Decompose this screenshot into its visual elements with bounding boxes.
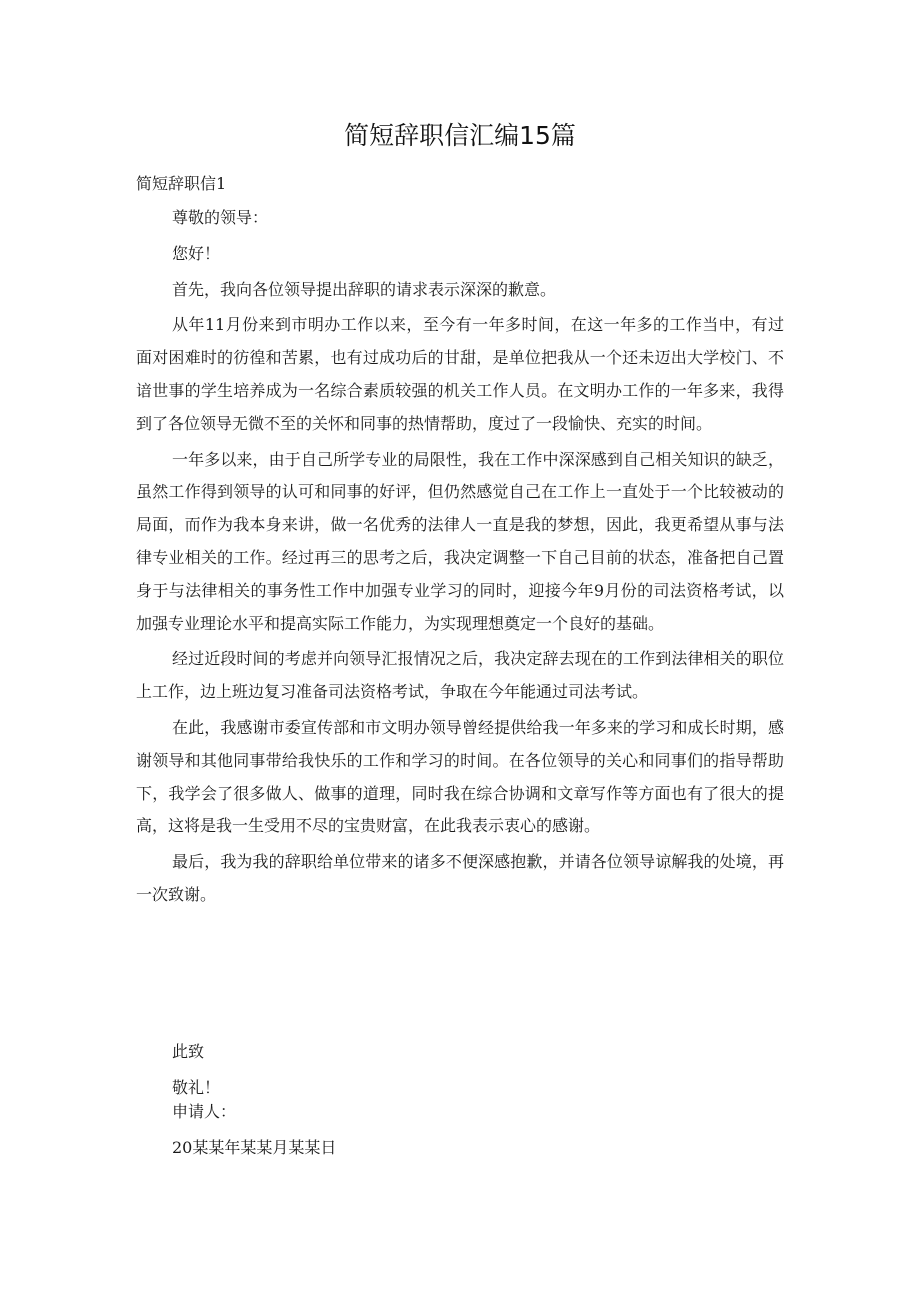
paragraph: 从年11月份来到市明办工作以来，至今有一年多时间，在这一年多的工作当中，有过面对困难时的彷徨和苦累，也有过成功后的甘甜，是单位把我从一个还未迈出大学校门、不谙世事的学生培养成为一名综合素质较强的机关工作人员。在文明办工作的一年多来，我得到了各位领导无微不至的关怀和同事的热情帮助，度过了一段愉快、充实的时间。 xyxy=(136,315,784,433)
paragraph: 一年多以来，由于自己所学专业的局限性，我在工作中深深感到自己相关知识的缺乏，虽然工作得到领导的认可和同事的好评，但仍然感觉自己在工作上一直处于一个比较被动的局面，而作为我本身来讲，做一名优秀的法律人一直是我的梦想，因此，我更希望从事与法律专业相关的工作。经过再三的思考之后，我决定调整一下自己目前的状态，准备把自己置身于与法律相关的事务性工作中加强专业学习的同时，迎接今年9月份的司法资格考试，以加强专业理论水平和提高实际工作能力，为实现理想奠定一个良好的基础。 xyxy=(136,449,784,633)
signature-label: 申请人： xyxy=(172,1102,237,1121)
paragraph: 在此，我感谢市委宣传部和市文明办领导曾经提供给我一年多来的学习和成长时期，感谢领导和其他同事带给我快乐的工作和学习的时间。在各位领导的关心和同事们的指导帮助下，我学会了很多做人、做事的道理，同时我在综合协调和文章写作等方面也有了很大的提高，这将是我一生受用不尽的宝贵财富，在此我表示衷心的感谢。 xyxy=(136,717,784,836)
letter-body xyxy=(136,202,784,912)
paragraph: 经过近段时间的考虑并向领导汇报情况之后，我决定辞去现在的工作到法律相关的职位上工作，边上班边复习准备司法资格考试，争取在今年能通过司法考试。 xyxy=(136,649,784,702)
letter-date: 20某某年某某月某某日 xyxy=(172,1138,337,1157)
closing-salute: 敬礼！ xyxy=(172,1078,221,1097)
letter-heading: 简短辞职信1 xyxy=(136,174,227,193)
closing-phrase: 此致 xyxy=(172,1042,205,1061)
paragraph: 首先，我向各位领导提出辞职的请求表示深深的歉意。 xyxy=(172,279,557,299)
salutation: 尊敬的领导： xyxy=(172,208,269,227)
paragraph: 最后，我为我的辞职给单位带来的诸多不便深感抱歉，并请各位领导谅解我的处境，再一次致谢。 xyxy=(136,852,784,904)
greeting: 您好！ xyxy=(172,243,221,263)
document-title: 简短辞职信汇编15篇 xyxy=(344,121,576,150)
